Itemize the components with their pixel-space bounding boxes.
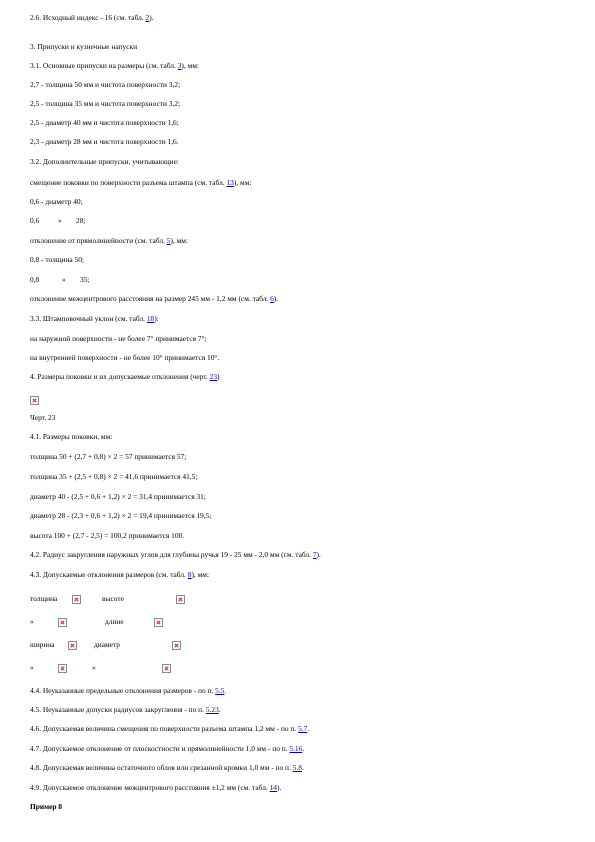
- tolerance-image[interactable]: [172, 636, 181, 654]
- straightness-value-1: 0,8 - толщина 50;: [30, 255, 84, 264]
- tolerance-image[interactable]: [154, 613, 163, 631]
- tolerance-row-3: ширина диаметр: [30, 640, 120, 649]
- size-calc-4: диаметр 28 - (2,3 + 0,6 + 1,2) × 2 = 19,4 принимается 19,5;: [30, 511, 212, 520]
- size-calc-5: высота 100 + (2,7 - 2,5) = 100,2 принимается 100.: [30, 531, 185, 540]
- tolerance-image[interactable]: [58, 659, 67, 677]
- table-link-7[interactable]: 7: [312, 550, 317, 559]
- table-link-5[interactable]: 5: [166, 236, 171, 245]
- size-calc-1: толщина 50 + (2,7 + 0,8) × 2 = 57 принимается 57;: [30, 452, 187, 461]
- broken-image-icon: [68, 641, 77, 650]
- para-3-2: 3.2. Дополнительные припуски, учитывающие:: [30, 157, 179, 166]
- table-link-14[interactable]: 14: [269, 783, 277, 792]
- para-4-2: 4.2. Радиус закругления наружных углов для глубины ручья 19 - 25 мм - 2,0 мм (см. табл. 7).: [30, 550, 321, 559]
- allowance-line-4: 2,3 - диаметр 28 мм и чистота поверхности 1,6.: [30, 137, 179, 146]
- section-4-heading: 4. Размеры поковки и их допускаемые отклонения (черт. 23): [30, 372, 220, 381]
- offset-value-2: 0,6 » 28;: [30, 216, 86, 225]
- broken-image-icon: [154, 618, 163, 627]
- broken-image-icon: [72, 595, 81, 604]
- table-link-3[interactable]: 3: [177, 61, 182, 70]
- para-4-4: 4.4. Неуказанные предельные отклонения размеров - по п. 5.5.: [30, 686, 227, 695]
- clause-link-5-7[interactable]: 5.7: [298, 724, 308, 733]
- broken-image-icon: [162, 664, 171, 673]
- broken-image-icon: [58, 618, 67, 627]
- draft-inner: на внутренней поверхности - не более 10° принимается 10°.: [30, 353, 220, 362]
- straightness-line: отклонение от прямолинейности (см. табл. 5), мм:: [30, 236, 189, 245]
- center-distance-line: отклонение межцентрового расстояния на размер 245 мм - 1,2 мм (см. табл. 6).: [30, 294, 279, 303]
- broken-image-icon: [176, 595, 185, 604]
- allowance-line-1: 2,7 - толщина 50 мм и чистота поверхности 3,2;: [30, 80, 181, 89]
- para-4-3: 4.3. Допускаемые отклонения размеров (см. табл. 8), мм:: [30, 570, 210, 579]
- tolerance-row-4: » »: [30, 663, 96, 672]
- tolerance-row-2: » длине: [30, 617, 124, 626]
- tolerance-image[interactable]: [72, 590, 81, 608]
- section-3-heading: 3. Припуски и кузнечные напуски: [30, 42, 138, 51]
- tolerance-row-1: толщина высоте: [30, 594, 124, 603]
- allowance-line-2: 2,5 - толщина 35 мм и чистота поверхности 3,2;: [30, 99, 181, 108]
- tolerance-image[interactable]: [68, 636, 77, 654]
- para-4-5: 4.5. Неуказанные допуски радиусов закругления - по п. 5.23.: [30, 705, 221, 714]
- drawing-caption: Черт. 23: [30, 413, 56, 422]
- example-heading: Пример 8: [30, 802, 63, 811]
- clause-link-5-16[interactable]: 5.16: [289, 744, 303, 753]
- table-link-8[interactable]: 8: [187, 570, 192, 579]
- draft-outer: на наружной поверхности - не более 7° принимается 7°;: [30, 334, 207, 343]
- clause-link-5-23[interactable]: 5.23: [205, 705, 219, 714]
- table-link-18[interactable]: 18: [146, 314, 155, 323]
- tolerance-image[interactable]: [58, 613, 67, 631]
- tolerance-image[interactable]: [162, 659, 171, 677]
- para-3-3: 3.3. Штамповочный уклон (см. табл. 18):: [30, 314, 159, 323]
- para-4-9: 4.9. Допускаемое отклонение межцентрового расстояния ±1,2 мм (см. табл. 14).: [30, 783, 282, 792]
- para-4-6: 4.6. Допускаемая величина смещения по поверхности разъема штампа 1,2 мм - по п. 5.7.: [30, 724, 310, 733]
- broken-image-icon: [30, 396, 39, 405]
- table-link-6[interactable]: 6: [270, 294, 274, 303]
- offset-line: смещение поковки по поверхности разъема штампа (см. табл. 13), мм:: [30, 178, 252, 187]
- para-2-6: 2.6. Исходный индекс - 16 (см. табл. 2).: [30, 13, 154, 22]
- drawing-link-23[interactable]: 23: [209, 372, 218, 381]
- para-4-7: 4.7. Допускаемое отклонение от плоскостности и прямолинейности 1,0 мм - по п. 5.16.: [30, 744, 305, 753]
- drawing-23-image[interactable]: [30, 391, 39, 409]
- broken-image-icon: [58, 664, 67, 673]
- table-link-13[interactable]: 13: [226, 178, 234, 187]
- allowance-line-3: 2,5 - диаметр 40 мм и чистота поверхности 1,6;: [30, 118, 179, 127]
- para-4-1: 4.1. Размеры поковки, мм:: [30, 432, 113, 441]
- size-calc-2: толщина 35 + (2,5 + 0,8) × 2 = 41,6 принимается 41,5;: [30, 472, 198, 481]
- size-calc-3: диаметр 40 - (2,5 + 0,6 + 1,2) × 2 = 31,4 принимается 31;: [30, 492, 206, 501]
- straightness-value-2: 0,8 » 35;: [30, 275, 90, 284]
- offset-value-1: 0,6 - диаметр 40;: [30, 197, 83, 206]
- para-4-8: 4.8. Допускаемая величина остаточного облоя или срезанной кромки 1,0 мм - по п. 5.8.: [30, 763, 304, 772]
- table-link-2[interactable]: 2: [145, 13, 150, 22]
- broken-image-icon: [172, 641, 181, 650]
- clause-link-5-5[interactable]: 5.5: [215, 686, 225, 695]
- tolerance-image[interactable]: [176, 590, 185, 608]
- para-3-1: 3.1. Основные припуски на размеры (см. табл. 3), мм:: [30, 61, 199, 70]
- clause-link-5-8[interactable]: 5.8: [292, 763, 302, 772]
